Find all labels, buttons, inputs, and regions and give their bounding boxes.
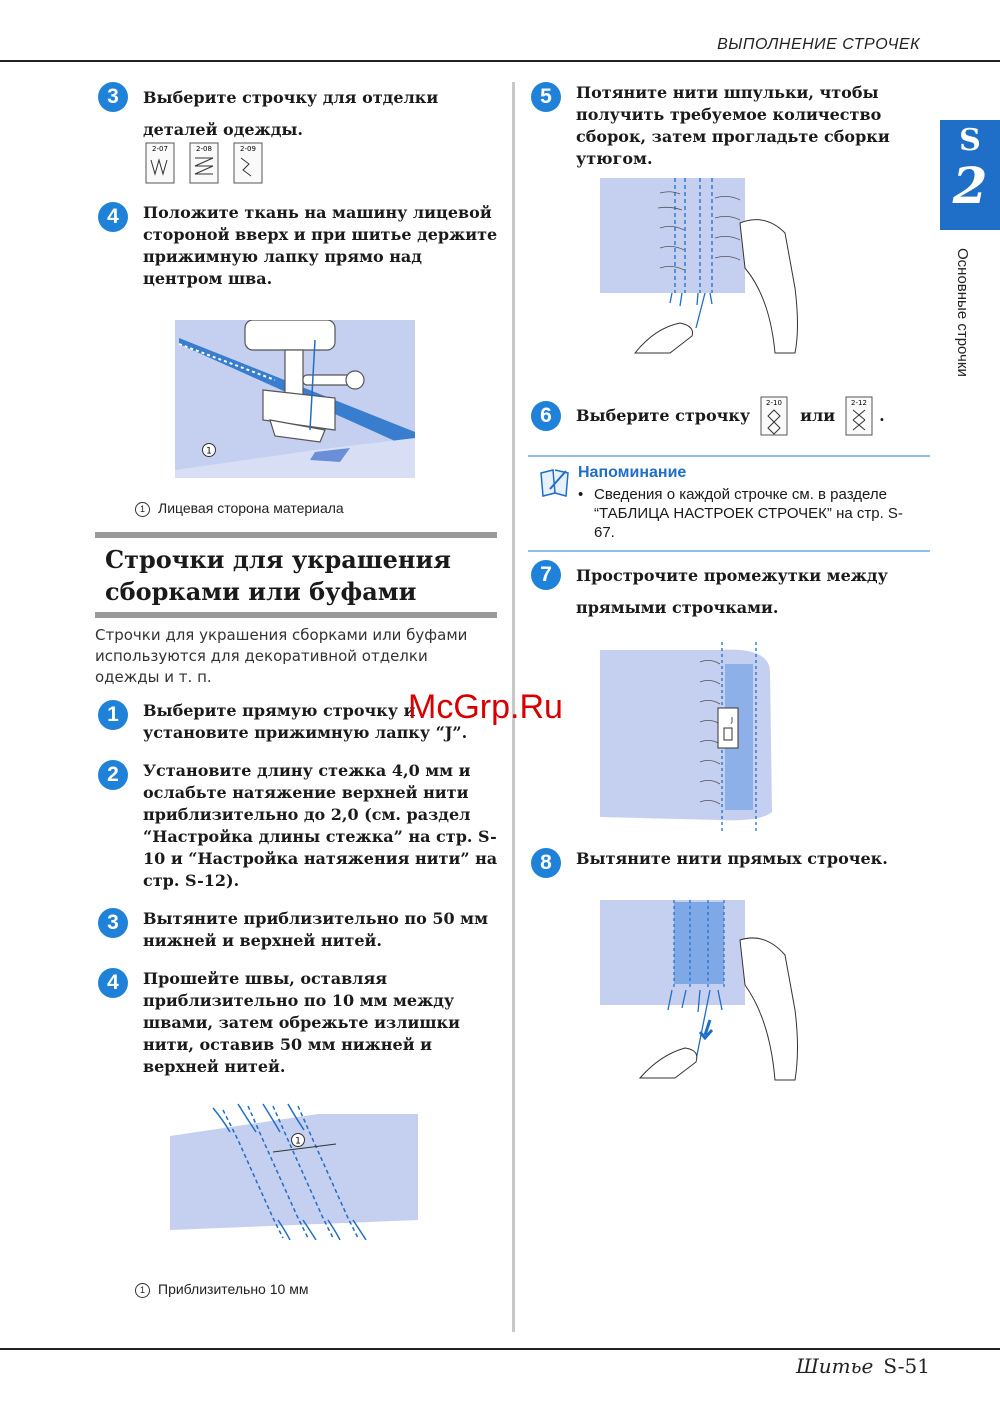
substep-2 [98,760,498,892]
fig1-caption-marker: 1 [135,502,150,517]
memo-bullet: • [578,486,584,503]
step-6-select-stitch [531,396,931,436]
step-text: Положите ткань на машину лицевой стороной вверх и при шитье держите прижимную лапку прямо над центром шва. [143,203,498,288]
chapter-number: 2 [952,156,988,215]
step-3-select-stitch [98,82,498,146]
footer-section: Шитье [795,1354,874,1378]
header-title: ВЫПОЛНЕНИЕ СТРОЧЕК [717,36,920,53]
section-title: Строчки для украшения сборками или буфами [105,545,452,606]
gathering-illustration [600,178,800,358]
step-number: 7 [531,560,561,590]
stitch-icons [145,142,265,188]
parallel-seams-illustration [168,1100,428,1240]
step-text: Установите длину стежка 4,0 мм и ослабьте натяжение верхней нити приблизительно до 2,0 (см. раздел “Настройка длины стежка” на стр. S-10 и “Настройка натяжения нити” на стр. S-12). [143,761,498,890]
chapter-tab [940,120,1000,230]
footer-rule [0,1348,1000,1350]
step-number: 3 [98,908,128,938]
figure-smocking-stitch [600,642,780,836]
step-text: Вытяните приблизительно по 50 мм нижней и верхней нитей. [143,909,488,950]
pull-threads-illustration [600,900,800,1082]
step-text: Прострочите промежутки между прямыми строчками. [576,566,888,617]
step-number: 4 [98,202,128,232]
presser-foot-illustration [175,320,420,480]
step-5-pull-bobbin [531,82,931,170]
chapter-label: Основные строчки [954,248,971,377]
memo-item [578,485,918,542]
footer [796,1354,930,1378]
step-number: 3 [98,82,128,112]
section-intro: Строчки для украшения сборками или буфами используются для декоративной отделки одежды и т. п. [95,626,468,686]
step-text-a: Выберите строчку [576,406,751,425]
memo-text: Сведения о каждой строчке см. в разделе “ТАБЛИЦА НАСТРОЕК СТРОЧЕК” на стр. S-67. [594,486,903,541]
step-number: 2 [98,760,128,790]
step-number: 4 [98,968,128,998]
stitch-icon-2-08 [190,143,218,183]
figure-presser-foot [175,320,420,484]
watermark: McGrp.Ru [408,688,563,726]
step-7-stitch-gaps [531,560,931,624]
stitch-icon-2-09 [234,143,262,183]
substep-3 [98,908,498,952]
fig2-caption: Приблизительно 10 мм [158,1281,309,1297]
memo-box [528,455,930,552]
stitch-icon-2-10 [760,396,788,436]
fig1-caption: Лицевая сторона материала [158,500,344,516]
step-number: 8 [531,848,561,878]
step-text-b: или [800,406,836,425]
fig2-caption-row [135,1281,308,1298]
svg-text:2-09: 2-09 [240,145,256,153]
svg-text:2-07: 2-07 [152,145,168,153]
stitch-icon-group [145,142,265,184]
memo-book-icon [538,465,572,499]
svg-text:2-12: 2-12 [851,399,868,407]
foot-letter: J [731,716,734,724]
step-number: 1 [98,700,128,730]
figure-gathering [600,178,800,362]
section-bottom-bar [95,612,497,618]
memo-title: Напоминание [578,464,687,481]
step-text-c: . [879,406,885,425]
fig2-caption-marker: 1 [135,1283,150,1298]
smocking-stitch-illustration [600,642,780,832]
stitch-icon-2-12 [845,396,873,436]
figure-parallel-seams [168,1100,428,1244]
step-number: 6 [531,401,561,431]
svg-text:2-08: 2-08 [196,145,212,153]
step-text: Вытяните нити прямых строчек. [576,849,888,868]
step-number: 5 [531,82,561,112]
page-number: S-51 [883,1354,930,1378]
fig1-marker: 1 [206,446,212,457]
step-text: Прошейте швы, оставляя приблизительно по 10 мм между швами, затем обрежьте излишки нити, оставив 50 мм нижней и верхней нитей. [143,969,460,1076]
chapter-letter: S [959,123,981,158]
step-8-pull-threads [531,848,931,878]
header-rule [0,60,1000,62]
step-text: Потяните нити шпульки, чтобы получить требуемое количество сборок, затем прогладьте сборки утюгом. [576,83,890,168]
fig2-marker: 1 [295,1136,301,1147]
svg-text:2-10: 2-10 [766,399,783,407]
step-4-place-fabric [98,202,498,290]
substep-4 [98,968,498,1078]
section-heading [95,532,497,618]
step-text: Выберите прямую строчку и установите прижимную лапку “J”. [143,701,468,742]
figure-pull-straight-threads [600,900,800,1086]
step-text: Выберите строчку для отделки деталей одежды. [143,88,439,139]
fig1-caption-row [135,500,344,517]
stitch-icon-2-07 [146,143,174,183]
